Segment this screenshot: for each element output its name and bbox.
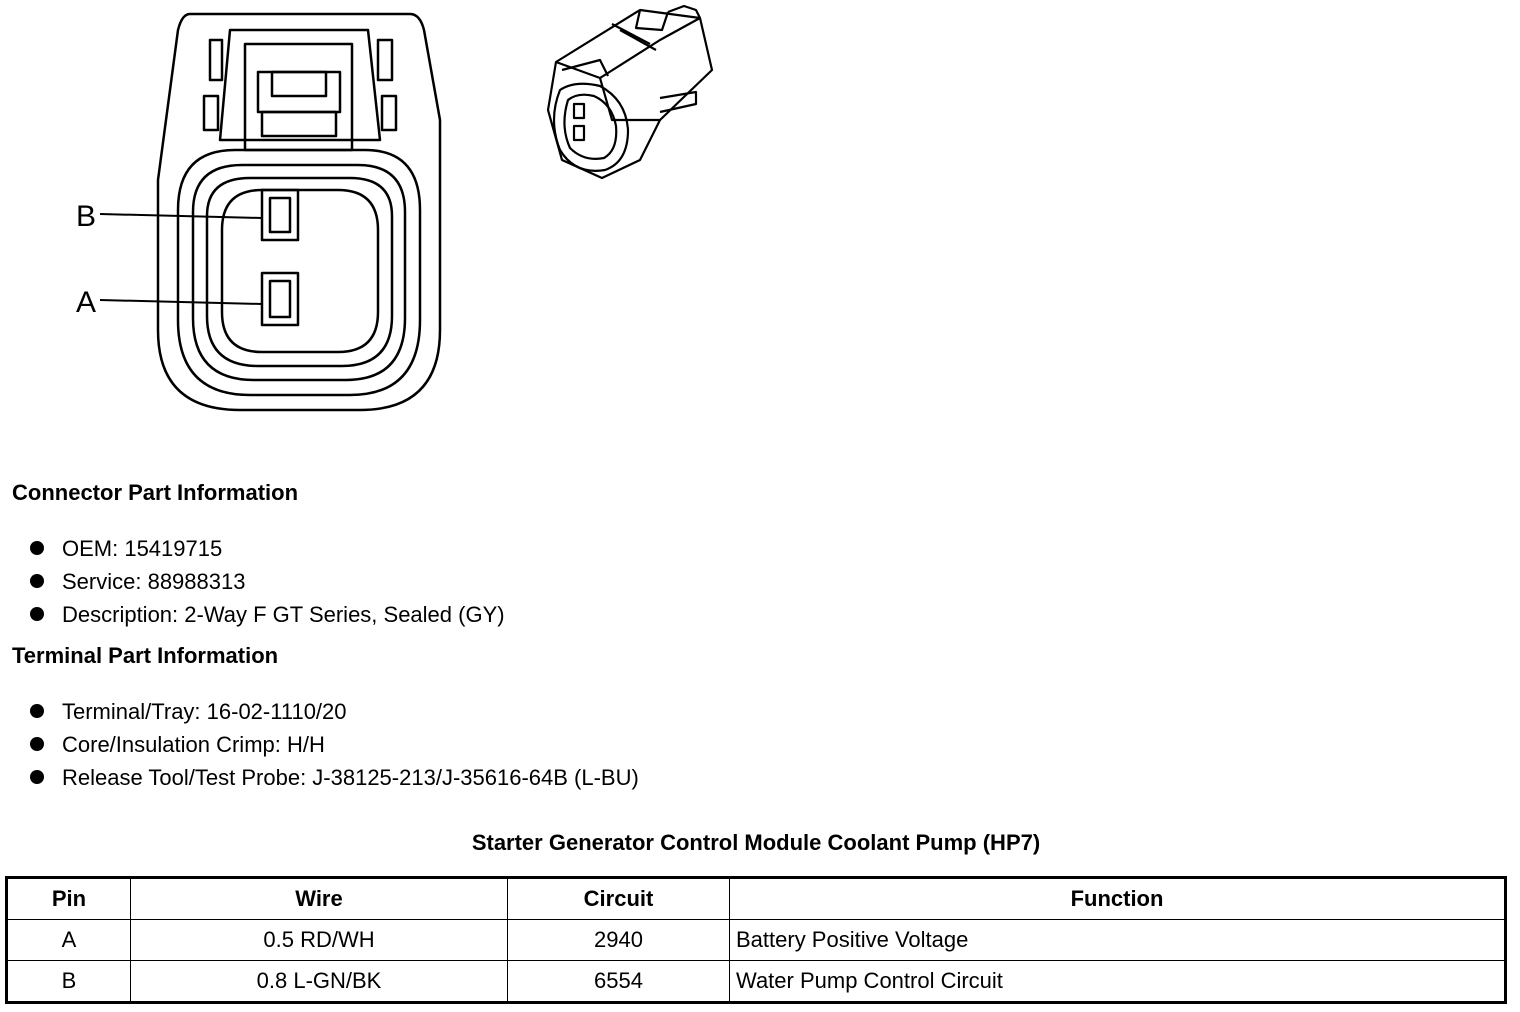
list-item-text: Release Tool/Test Probe: J-38125-213/J-35616-64B (L-BU) [62, 765, 639, 790]
connector-part-info-list [28, 532, 505, 631]
cell-circuit: 2940 [508, 920, 730, 961]
pinout-table [5, 876, 1507, 1004]
list-item-text: OEM: 15419715 [62, 536, 223, 561]
cell-pin: A [7, 920, 131, 961]
list-item [28, 565, 505, 598]
column-header-circuit: Circuit [508, 878, 730, 920]
cell-wire: 0.5 RD/WH [131, 920, 508, 961]
cell-pin: B [7, 961, 131, 1003]
column-header-function: Function [730, 878, 1506, 920]
column-header-pin: Pin [7, 878, 131, 920]
cell-circuit: 6554 [508, 961, 730, 1003]
list-item [28, 728, 639, 761]
list-item-text: Service: 88988313 [62, 569, 246, 594]
list-item [28, 761, 639, 794]
list-item-text: Description: 2-Way F GT Series, Sealed (GY) [62, 602, 505, 627]
bullet-icon [30, 704, 44, 718]
list-item [28, 598, 505, 631]
connector-face-drawing [60, 8, 460, 416]
list-item [28, 532, 505, 565]
table-row [7, 961, 1506, 1003]
bullet-icon [30, 574, 44, 588]
table-row [7, 920, 1506, 961]
cell-wire: 0.8 L-GN/BK [131, 961, 508, 1003]
terminal-part-info-heading: Terminal Part Information [12, 643, 279, 668]
list-item-text: Terminal/Tray: 16-02-1110/20 [62, 699, 347, 724]
pin-label-b: B [76, 200, 97, 233]
cell-function: Battery Positive Voltage [730, 920, 1506, 961]
list-item-text: Core/Insulation Crimp: H/H [62, 732, 325, 757]
bullet-icon [30, 770, 44, 784]
list-item [28, 695, 639, 728]
bullet-icon [30, 541, 44, 555]
bullet-icon [30, 737, 44, 751]
bullet-icon [30, 607, 44, 621]
connector-part-info-heading: Connector Part Information [12, 480, 299, 505]
column-header-wire: Wire [131, 878, 508, 920]
pin-label-a: A [76, 286, 97, 319]
table-header-row [7, 878, 1506, 920]
pinout-table-title: Starter Generator Control Module Coolant Pump (HP7) [471, 830, 1041, 855]
connector-isometric-drawing [540, 4, 720, 184]
cell-function: Water Pump Control Circuit [730, 961, 1506, 1003]
terminal-part-info-list [28, 695, 639, 794]
